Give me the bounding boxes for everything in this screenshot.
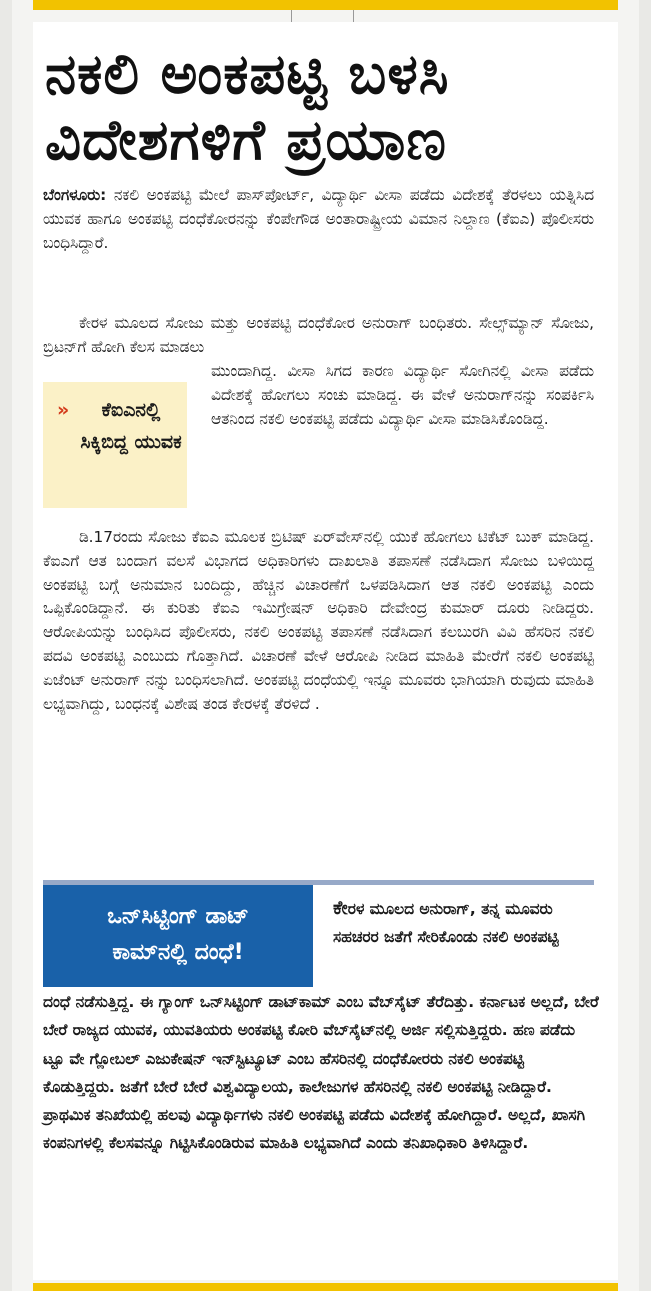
arrow-icon: »	[57, 399, 70, 421]
headline-line-1: ನಕಲಿ ಅಂಕಪಟ್ಟಿ ಬಳಸಿ	[45, 42, 450, 107]
paragraph-2: ಕೇರಳ ಮೂಲದ ಸೋಜು ಮತ್ತು ಅಂಕಪಟ್ಟಿ ದಂಧೆಕೋರ ಅನುರಾಗ್ ಬಂಧಿತರು. ಸೇಲ್ಸ್‌ಮ್ಯಾನ್ ಸೋಜು, ಬ್ರಿಟನ್‌ಗೆ ಹೋಗಿ ಕೆಲಸ ಮಾಡಲು	[43, 314, 594, 356]
headline-line-2: ವಿದೇಶಗಳಿಗೆ ಪ್ರಯಾಣ	[45, 108, 448, 173]
subhead-box	[43, 885, 313, 987]
drop-letter: ಕೇ	[333, 897, 348, 919]
news-clipping	[33, 22, 618, 1280]
subhead-line-1: ಒನ್‌ಸಿಟ್ಟಿಂಗ್ ಡಾಟ್	[107, 904, 249, 929]
bottom-accent-bar	[33, 1283, 618, 1291]
left-margin	[0, 0, 12, 1291]
top-accent-bar	[33, 0, 618, 10]
sidebar-opening	[333, 894, 587, 952]
sidebar-body: ದಂಧೆ ನಡೆಸುತ್ತಿದ್ದ. ಈ ಗ್ಯಾಂಗ್ ಒನ್‌ಸಿಟ್ಟಿಂಗ್ ಡಾಟ್‌ಕಾಮ್ ಎಂಬ ವೆಬ್‌ಸೈಟ್ ತೆರೆದಿತ್ತು. ಕರ್ನಾಟಕ ಅಲ್ಲದೆ, ಬೇರೆ ಬೇರೆ ರಾಜ್ಯದ ಯುವಕ, ಯುವತಿಯರು ಅಂಕಪಟ್ಟಿ ಕೋರಿ ವೆಬ್‌ಸೈಟ್‌ನಲ್ಲಿ ಅರ್ಜಿ ಸಲ್ಲಿಸುತ್ತಿದ್ದರು. ಹಣ ಪಡೆದು ಟ್ಟೂ ವೇ ಗ್ಲೋಬಲ್ ಎಜುಕೇಷನ್ ಇನ್‌ಸ್ಟಿಟ್ಯೂಟ್ ಎಂಬ ಹೆಸರಿನಲ್ಲಿ ದಂಧೆಕೋರರು ನಕಲಿ ಅಂಕಪಟ್ಟಿ ಕೊಡುತ್ತಿದ್ದರು. ಜತೆಗೆ ಬೇರೆ ಬೇರೆ ವಿಶ್ವವಿದ್ಯಾಲಯ, ಕಾಲೇಜುಗಳ ಹೆಸರಿನಲ್ಲಿ ನಕಲಿ ಅಂಕಪಟ್ಟಿ ನೀಡಿದ್ದಾರೆ. ಪ್ರಾಥಮಿಕ ತನಿಖೆಯಲ್ಲಿ ಹಲವು ವಿದ್ಯಾರ್ಥಿಗಳು ನಕಲಿ ಅಂಕಪಟ್ಟಿ ಪಡೆದು ವಿದೇಶಕ್ಕೆ ಹೋಗಿದ್ದಾರೆ. ಅಲ್ಲದೆ, ಖಾಸಗಿ ಕಂಪನಿಗಳಲ್ಲಿ ಕೆಲಸವನ್ನೂ ಗಿಟ್ಟಿಸಿಕೊಂಡಿರುವ ಮಾಹಿತಿ ಲಭ್ಯವಾಗಿದೆ ಎಂದು ತನಿಖಾಧಿಕಾರಿ ತಿಳಿಸಿದ್ದಾರೆ.	[43, 993, 599, 1153]
sidebar-opening-text: ರಳ ಮೂಲದ ಅನುರಾಗ್, ತನ್ನ ಮೂವರು ಸಹಚರರ ಜತೆಗೆ ಸೇರಿಕೊಂಡು ನಕಲಿ ಅಂಕಪಟ್ಟಿ	[333, 900, 559, 947]
subhead-text	[43, 899, 313, 971]
subhead-line-2: ಕಾಮ್‌ನಲ್ಲಿ ದಂಧೆ!	[112, 940, 244, 965]
headline	[45, 42, 605, 174]
intro-paragraph	[43, 184, 594, 255]
paragraph-3: ಡಿ.17ರಂದು ಸೋಜು ಕೆಐಎ ಮೂಲಕ ಬ್ರಿಟಿಷ್ ಏರ್‌ವೇಸ್‌ನಲ್ಲಿ ಯುಕೆ ಹೋಗಲು ಟಿಕೆಟ್ ಬುಕ್ ಮಾಡಿದ್ದ. ಕೆಐಎಗೆ ಆತ ಬಂದಾಗ ವಲಸೆ ವಿಭಾಗದ ಅಧಿಕಾರಿಗಳು ದಾಖಲಾತಿ ತಪಾಸಣೆ ನಡೆಸಿದಾಗ ಸೋಜು ಬಳಿಯಿದ್ದ ಅಂಕಪಟ್ಟಿ ಬಗ್ಗೆ ಅನುಮಾನ ಬಂದಿದ್ದು, ಹೆಚ್ಚಿನ ವಿಚಾರಣೆಗೆ ಒಳಪಡಿಸಿದಾಗ ಆತ ನಕಲಿ ಅಂಕಪಟ್ಟಿ ಎಂದು ಒಪ್ಪಿಕೊಂಡಿದ್ದಾನೆ. ಈ ಕುರಿತು ಕೆಐಎ ಇಮಿಗ್ರೇಷನ್ ಅಧಿಕಾರಿ ದೇವೇಂದ್ರ ಕುಮಾರ್ ದೂರು ನೀಡಿದ್ದರು. ಆರೋಪಿಯನ್ನು ಬಂಧಿಸಿದ ಪೊಲೀಸರು, ನಕಲಿ ಅಂಕಪಟ್ಟಿ ತಪಾಸಣೆ ನಡೆಸಿದಾಗ ಕಲಬುರಗಿ ವಿವಿ ಹೆಸರಿನ ನಕಲಿ ಪದವಿ ಅಂಕಪಟ್ಟಿ ಎಂಬುದು ಗೊತ್ತಾಗಿದೆ. ವಿಚಾರಣೆ ವೇಳೆ ಆರೋಪಿ ನೀಡಿದ ಮಾಹಿತಿ ಮೇರೆಗೆ ನಕಲಿ ಅಂಕಪಟ್ಟಿ ಏಜೆಂಟ್ ಅನುರಾಗ್ ನನ್ನು ಬಂಧಿಸಲಾಗಿದೆ. ಅಂಕಪಟ್ಟಿ ದಂಧೆಯಲ್ಲಿ ಇನ್ನೂ ಮೂವರು ಭಾಗಿಯಾಗಿ ರುವುದು ಮಾಹಿತಿ ಲಭ್ಯವಾಗಿದ್ದು, ಬಂಧನಕ್ಕೆ ವಿಶೇಷ ತಂಡ ಕೇರಳಕ್ಕೆ ತೆರಳಿದೆ .	[43, 528, 594, 713]
callout-text: ಕೆಐಎನಲ್ಲಿ ಸಿಕ್ಕಿಬಿದ್ದ ಯುವಕ	[80, 399, 182, 453]
intro-text: ನಕಲಿ ಅಂಕಪಟ್ಟಿ ಮೇಲೆ ಪಾಸ್‌ಪೋರ್ಟ್, ವಿದ್ಯಾರ್ಥಿ ವೀಸಾ ಪಡೆದು ವಿದೇಶಕ್ಕೆ ತೆರಳಲು ಯತ್ನಿಸಿದ ಯುವಕ ಹಾಗೂ ಅಂಕಪಟ್ಟಿ ದಂಧೆಕೋರನನ್ನು ಕೆಂಪೇಗೌಡ ಅಂತಾರಾಷ್ಟ್ರೀಯ ವಿಮಾನ ನಿಲ್ದಾಣ (ಕೆಐಎ) ಪೊಲೀಸರು ಬಂಧಿಸಿದ್ದಾರೆ.	[43, 186, 594, 252]
callout-box	[43, 382, 187, 508]
paragraph-2-continued: ಮುಂದಾಗಿದ್ದ. ವೀಸಾ ಸಿಗದ ಕಾರಣ ವಿದ್ಯಾರ್ಥಿ ಸೋಗಿನಲ್ಲಿ ವೀಸಾ ಪಡೆದು ವಿದೇಶಕ್ಕೆ ಹೋಗಲು ಸಂಚು ಮಾಡಿದ್ದ. ಈ ವೇಳೆ ಅನುರಾಗ್‌ನನ್ನು ಸಂಪರ್ಕಿಸಿ ಆತನಿಂದ ನಕಲಿ ಅಂಕಪಟ್ಟಿ ಪಡೆದು ವಿದ್ಯಾರ್ಥಿ ವೀಸಾ ಮಾಡಿಸಿಕೊಂಡಿದ್ದ.	[211, 362, 594, 428]
right-margin	[639, 0, 651, 1291]
dateline: ಬೆಂಗಳೂರು:	[43, 186, 107, 204]
